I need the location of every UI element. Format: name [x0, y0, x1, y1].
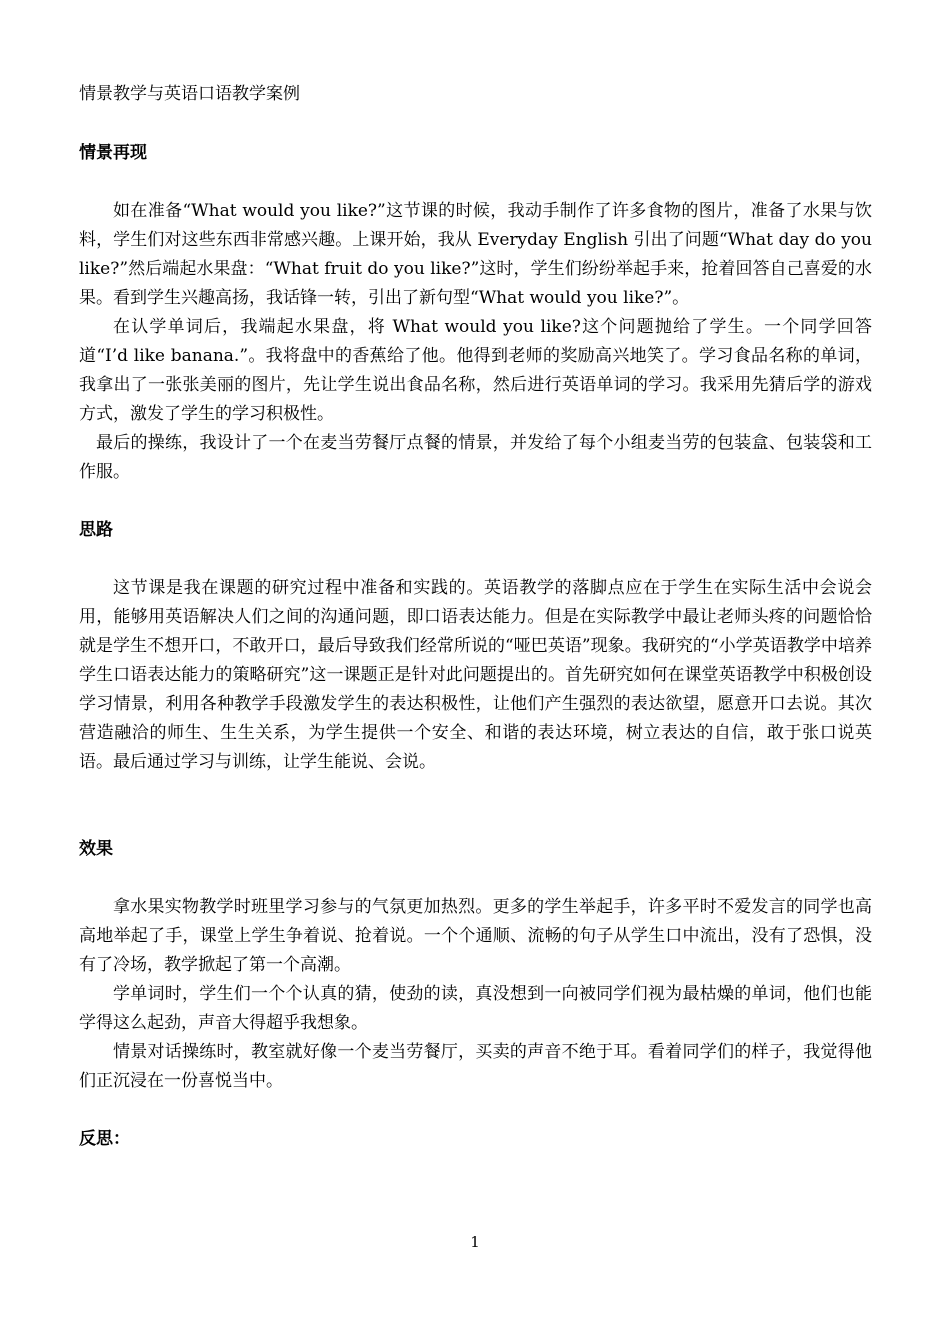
section-reflection [79, 1125, 872, 1154]
results-paragraph-1: 拿水果实物教学时班里学习参与的气氛更加热烈。更多的学生举起手，许多平时不爱发言的同学也高高地举起了手，课堂上学生争着说、抢着说。一个个通顺、流畅的句子从学生口中流出，没有了恐惧，没有了冷场，教学掀起了第一个高潮。 [79, 897, 872, 975]
scenario-paragraph-3: 最后的操练，我设计了一个在麦当劳餐厅点餐的情景，并发给了每个小组麦当劳的包装盒、包装袋和工作服。 [79, 433, 872, 482]
section-results [79, 835, 872, 1096]
section-heading-reflection: 反思： [79, 1129, 130, 1149]
document-body [79, 80, 872, 1154]
section-approach [79, 516, 872, 777]
document-title: 情景教学与英语口语教学案例 [79, 84, 300, 104]
section-heading-results: 效果 [79, 839, 113, 859]
approach-paragraph-1: 这节课是我在课题的研究过程中准备和实践的。英语教学的落脚点应在于学生在实际生活中会说会用，能够用英语解决人们之间的沟通问题，即口语表达能力。但是在实际教学中最让老师头疼的问题恰恰就是学生不想开口，不敢开口，最后导致我们经常所说的“哑巴英语”现象。我研究的“小学英语教学中培养学生口语表达能力的策略研究”这一课题正是针对此问题提出的。首先研究如何在课堂英语教学中积极创设学习情景，利用各种教学手段激发学生的表达积极性，让他们产生强烈的表达欲望，愿意开口去说。其次营造融洽的师生、生生关系，为学生提供一个安全、和谐的表达环境，树立表达的自信，敢于张口说英语。最后通过学习与训练，让学生能说、会说。 [79, 578, 872, 772]
page-number: 1 [470, 1233, 480, 1251]
section-heading-scenario: 情景再现 [79, 143, 147, 163]
scenario-paragraph-2: 在认学单词后，我端起水果盘，将 What would you like?这个问题抛给了学生。一个同学回答道“I’d like banana.”。我将盘中的香蕉给了他。他得到老师的奖励高兴地笑了。学习食品名称的单词，我拿出了一张张美丽的图片，先让学生说出食品名称，然后进行英语单词的学习。我采用先猜后学的游戏方式，激发了学生的学习积极性。 [79, 317, 872, 424]
results-paragraph-3: 情景对话操练时，教室就好像一个麦当劳餐厅，买卖的声音不绝于耳。看着同学们的样子，我觉得他们正沉浸在一份喜悦当中。 [79, 1042, 872, 1091]
section-heading-approach: 思路 [79, 520, 113, 540]
results-paragraph-2: 学单词时，学生们一个个认真的猜，使劲的读，真没想到一向被同学们视为最枯燥的单词，他们也能学得这么起劲，声音大得超乎我想象。 [79, 984, 872, 1033]
scenario-paragraph-1: 如在准备“What would you like?”这节课的时候，我动手制作了许多食物的图片，准备了水果与饮料，学生们对这些东西非常感兴趣。上课开始，我从 Everyday English 引出了问题“What day do you like?”然后端起水果盘：“What fruit do you like?”这时，学生们纷纷举起手来，抢着回答自己喜爱的水果。看到学生兴趣高扬，我话锋一转，引出了新句型“What would you like?”。 [79, 201, 872, 308]
section-scenario [79, 139, 872, 487]
